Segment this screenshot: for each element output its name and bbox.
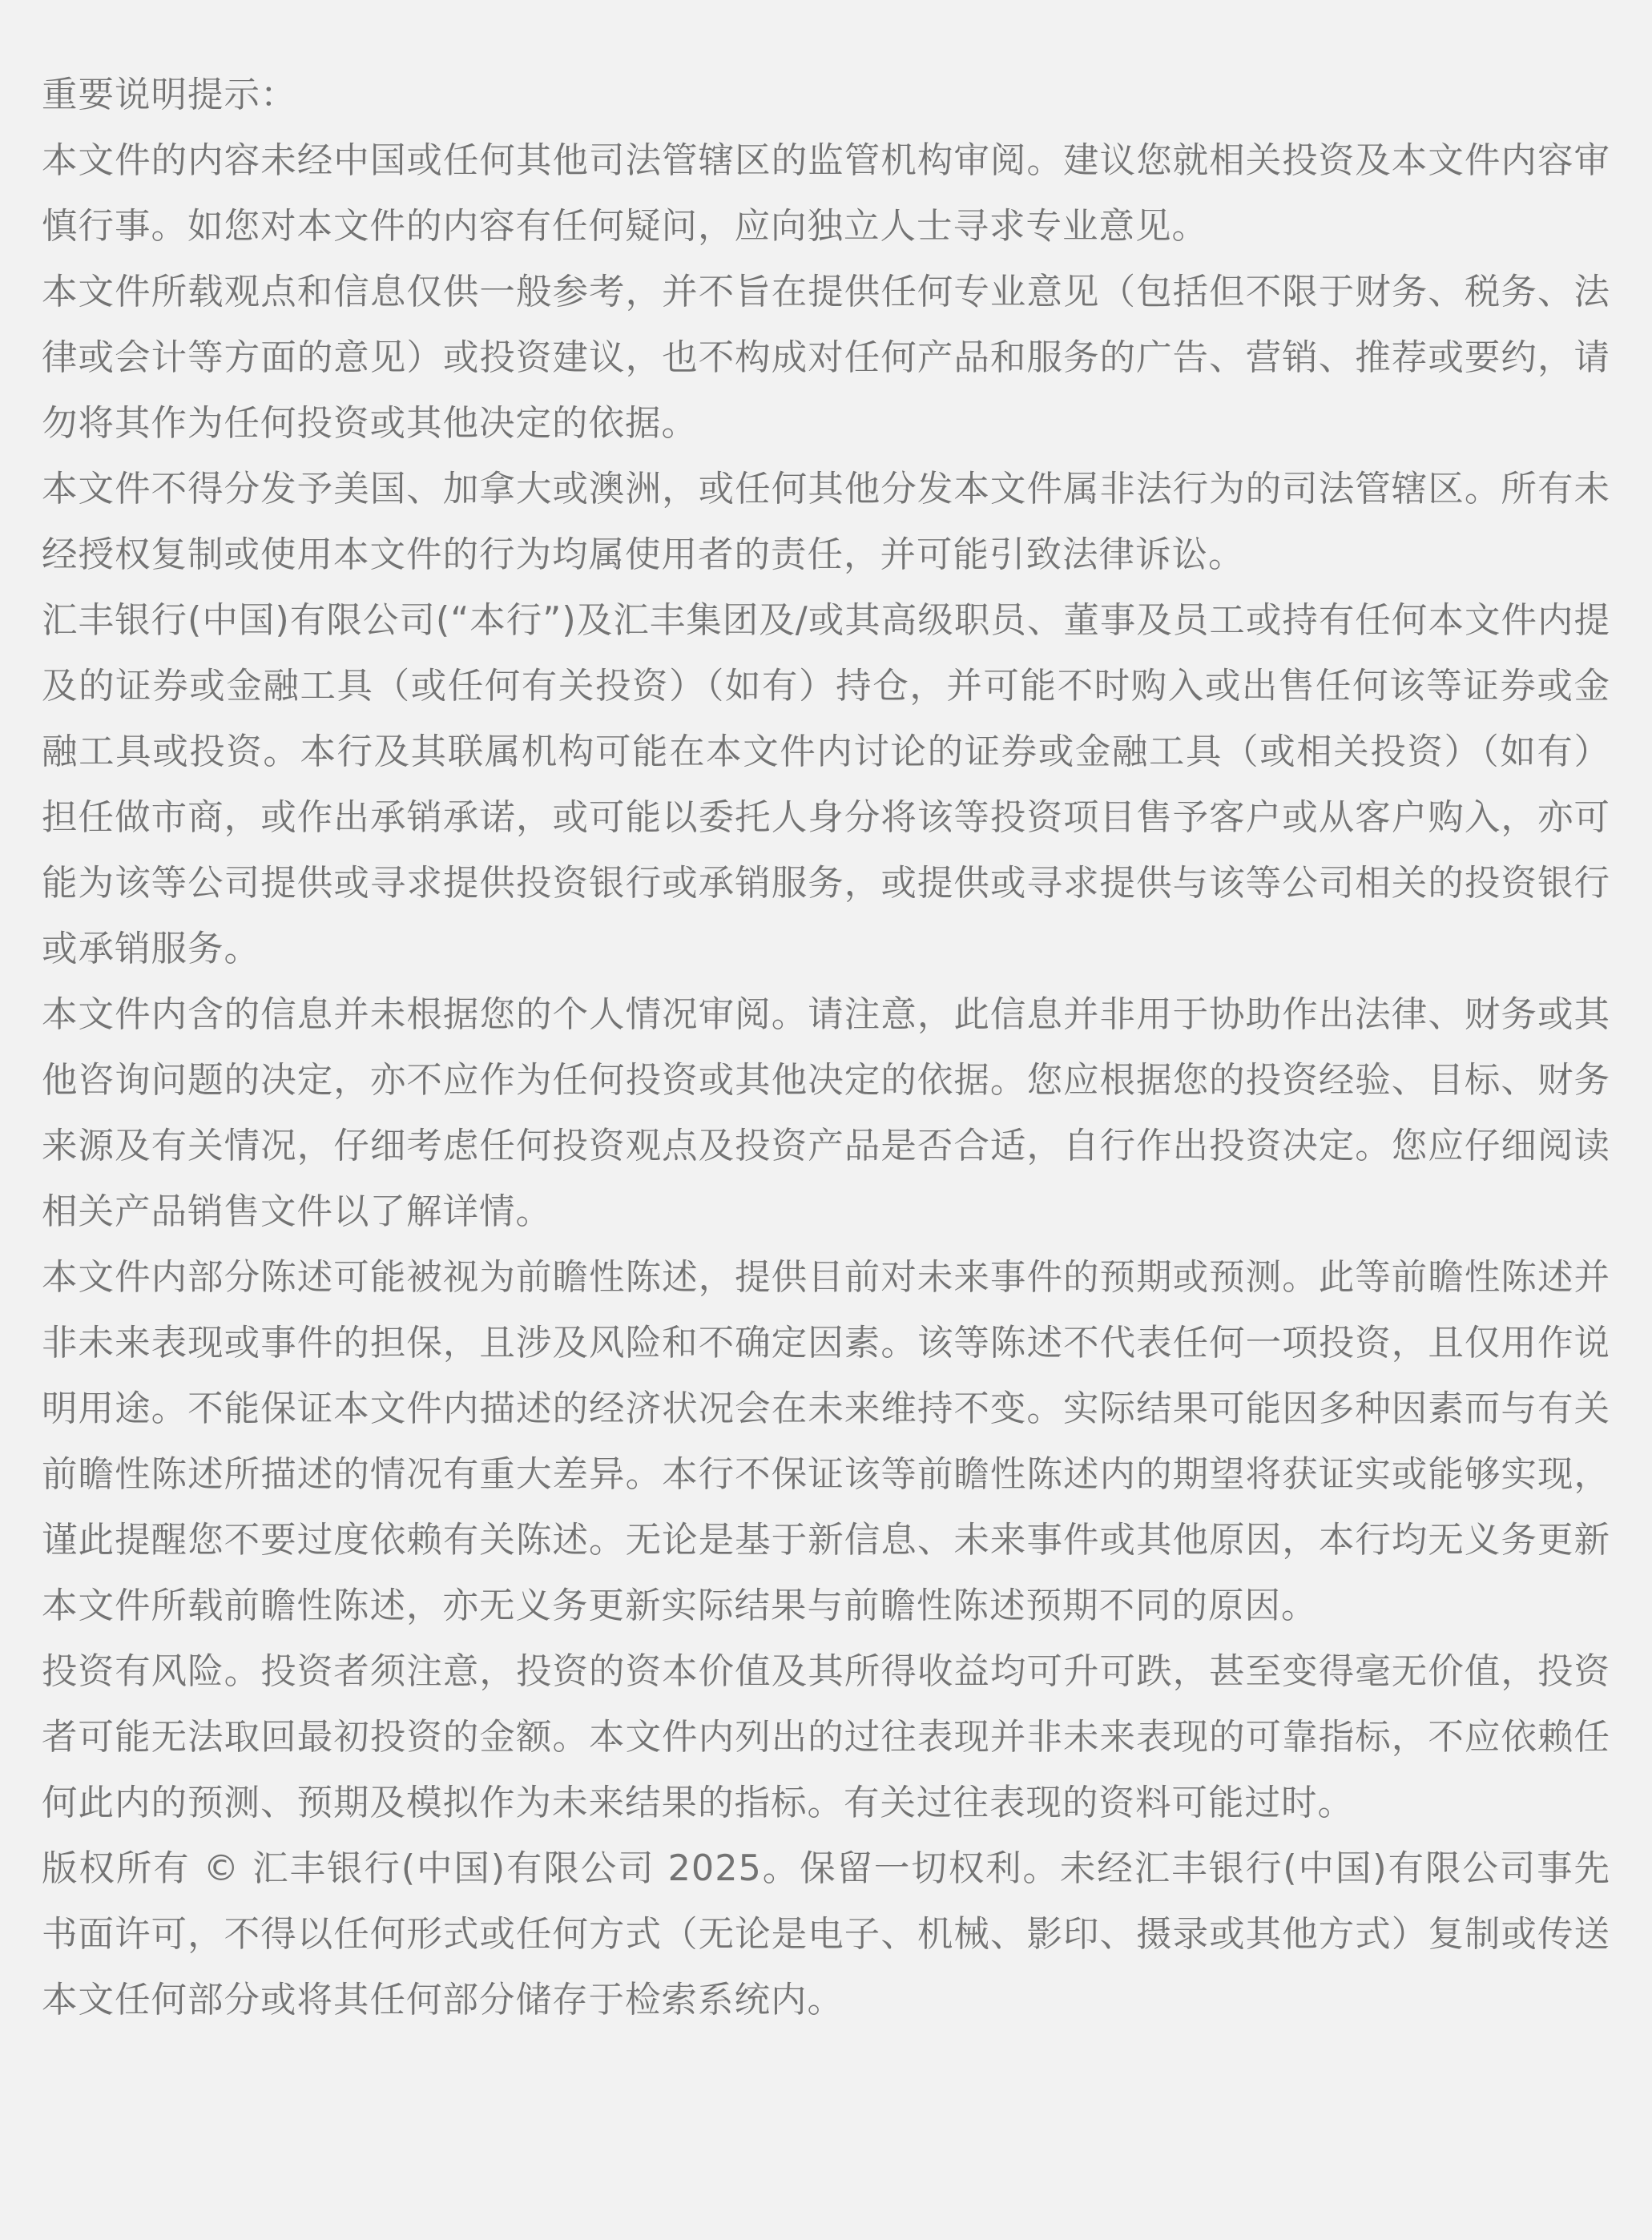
paragraph-investment-risk: 投资有风险。投资者须注意，投资的资本价值及其所得收益均可升可跌，甚至变得毫无价值，投资者可能无法取回最初投资的金额。本文件内列出的过往表现并非未来表现的可靠指标，不应依赖任何此内的预测、预期及模拟作为未来结果的指标。有关过往表现的资料可能过时。 <box>42 1651 1610 1823</box>
paragraph-copyright: 版权所有 © 汇丰银行(中国)有限公司 2025。保留一切权利。未经汇丰银行(中国)有限公司事先书面许可，不得以任何形式或任何方式（无论是电子、机械、影印、摄录或其他方式）复制或传送本文任何部分或将其任何部分储存于检索系统内。 <box>42 1848 1610 2020</box>
disclaimer-title: 重要说明提示： <box>42 75 297 115</box>
paragraph-conflict-of-interest: 汇丰银行(中国)有限公司(“本行”)及汇丰集团及/或其高级职员、董事及员工或持有任何本文件内提及的证券或金融工具（或任何有关投资）（如有）持仓，并可能不时购入或出售任何该等证券或金融工具或投资。本行及其联属机构可能在本文件内讨论的证券或金融工具（或相关投资）（如有）担任做市商，或作出承销承诺，或可能以委托人身分将该等投资项目售予客户或从客户购入，亦可能为该等公司提供或寻求提供投资银行或承销服务，或提供或寻求提供与该等公司相关的投资银行或承销服务。 <box>42 600 1610 969</box>
paragraph-personal-circumstances: 本文件内含的信息并未根据您的个人情况审阅。请注意，此信息并非用于协助作出法律、财务或其他咨询问题的决定，亦不应作为任何投资或其他决定的依据。您应根据您的投资经验、目标、财务来源及有关情况，仔细考虑任何投资观点及投资产品是否合适，自行作出投资决定。您应仔细阅读相关产品销售文件以了解详情。 <box>42 994 1610 1232</box>
paragraph-distribution-restriction: 本文件不得分发予美国、加拿大或澳洲，或任何其他分发本文件属非法行为的司法管辖区。所有未经授权复制或使用本文件的行为均属使用者的责任，并可能引致法律诉讼。 <box>42 469 1610 575</box>
paragraph-general-reference: 本文件所载观点和信息仅供一般参考，并不旨在提供任何专业意见（包括但不限于财务、税务、法律或会计等方面的意见）或投资建议，也不构成对任何产品和服务的广告、营销、推荐或要约，请勿将其作为任何投资或其他决定的依据。 <box>42 272 1610 444</box>
paragraph-forward-looking: 本文件内部分陈述可能被视为前瞻性陈述，提供目前对未来事件的预期或预测。此等前瞻性陈述并非未来表现或事件的担保，且涉及风险和不确定因素。该等陈述不代表任何一项投资，且仅用作说明用途。不能保证本文件内描述的经济状况会在未来维持不变。实际结果可能因多种因素而与有关前瞻性陈述所描述的情况有重大差异。本行不保证该等前瞻性陈述内的期望将获证实或能够实现，谨此提醒您不要过度依赖有关陈述。无论是基于新信息、未来事件或其他原因，本行均无义务更新本文件所载前瞻性陈述，亦无义务更新实际结果与前瞻性陈述预期不同的原因。 <box>42 1257 1610 1626</box>
disclaimer-section <box>42 62 1610 2033</box>
paragraph-regulatory-review: 本文件的内容未经中国或任何其他司法管辖区的监管机构审阅。建议您就相关投资及本文件内容审慎行事。如您对本文件的内容有任何疑问，应向独立人士寻求专业意见。 <box>42 140 1610 247</box>
